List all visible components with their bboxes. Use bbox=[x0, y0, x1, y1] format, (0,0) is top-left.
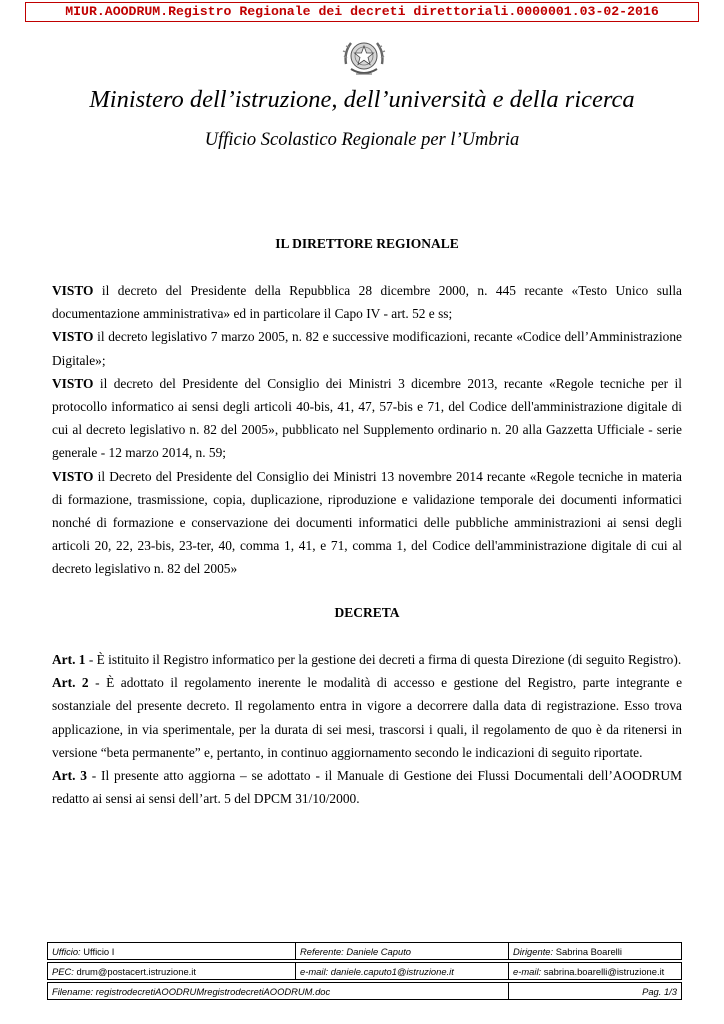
articles-section bbox=[52, 648, 682, 810]
footer-row bbox=[48, 963, 682, 980]
article-text: - È adottato il regolamento inerente le modalità di accesso e gestione del Registro, parte integrante e sostanziale del presente decreto. Il regolamento entra in vigore a decorrere dalla data di registrazione. Esso trova applicazione, in via sperimentale, per la durata di sei mesi, trascorsi i quali, il regolamento de quo è da ritenersi in versione “beta permanente” e, pertanto, in continuo aggiornamento secondo le indicazioni di seguito riportate. bbox=[52, 675, 683, 760]
footer-table bbox=[47, 942, 682, 1000]
pec-label: PEC: bbox=[52, 965, 74, 977]
footer-dirigente bbox=[509, 943, 682, 960]
ministry-title: Ministero dell’istruzione, dell’università e della ricerca bbox=[89, 86, 635, 113]
article-2 bbox=[52, 671, 682, 764]
office-title: Ufficio Scolastico Regionale per l’Umbria bbox=[204, 130, 520, 150]
footer-ufficio bbox=[48, 943, 296, 960]
decreta-heading: DECRETA bbox=[334, 605, 400, 620]
article-text: - È istituito il Registro informatico per la gestione dei decreti a firma di questa Direzione (di seguito Registro). bbox=[85, 652, 682, 667]
article-text: - Il presente atto aggiorna – se adottato - il Manuale di Gestione dei Flussi Documentali dell’AOODRUM redatto ai sensi ai sensi dell’art. 5 del DPCM 31/10/2000. bbox=[52, 768, 682, 807]
recital-2 bbox=[52, 325, 682, 371]
recital-3 bbox=[52, 372, 682, 465]
recital-text: il decreto del Presidente della Repubblica 28 dicembre 2000, n. 445 recante «Testo Unico sulla documentazione amministrativa» ed in particolare il Capo IV - art. 52 e ss; bbox=[52, 283, 682, 322]
article-lead: Art. 3 bbox=[52, 768, 87, 784]
email-value: sabrina.boarelli@istruzione.it bbox=[541, 965, 665, 977]
recital-text: il Decreto del Presidente del Consiglio dei Ministri 13 novembre 2014 recante «Regole tecniche in materia di formazione, trasmissione, copia, duplicazione, riproduzione e validazione temporale dei documenti informatici nonché di formazione e conservazione dei documenti informatici delle pubbliche amministrazioni ai sensi degli articoli 20, 22, 23-bis, 23-ter, 40, comma 1, 41, e 71, comma 1, del Codice dell'amministrazione digitale di cui al decreto legislativo n. 82 del 2005» bbox=[52, 468, 682, 577]
article-1 bbox=[52, 648, 682, 671]
document-title: IL DIRETTORE REGIONALE bbox=[275, 236, 459, 251]
recital-4 bbox=[52, 465, 682, 581]
recital-text: il decreto legislativo 7 marzo 2005, n. 82 e successive modificazioni, recante «Codice dell’Amministrazione Digitale»; bbox=[52, 329, 682, 368]
footer-pec bbox=[48, 963, 296, 980]
article-lead: Art. 2 bbox=[52, 675, 89, 691]
recital-lead: VISTO bbox=[52, 468, 94, 484]
italian-republic-emblem-icon bbox=[342, 34, 386, 80]
footer-row bbox=[48, 943, 682, 960]
article-3 bbox=[52, 764, 682, 810]
recital-lead: VISTO bbox=[52, 375, 94, 391]
recital-1 bbox=[52, 279, 682, 325]
ufficio-label: Ufficio: bbox=[52, 945, 81, 957]
recital-lead: VISTO bbox=[52, 283, 94, 298]
dirigente-label: Dirigente: bbox=[513, 945, 554, 957]
ufficio-value: Ufficio I bbox=[80, 945, 115, 957]
footer-email-referente: e-mail: daniele.caputo1@istruzione.it bbox=[296, 963, 509, 980]
article-lead: Art. 1 bbox=[52, 652, 86, 667]
footer-filename: Filename: registrodecretiAOODRUMregistrodecretiAOODRUM.doc bbox=[48, 983, 509, 1000]
recital-text: il decreto del Presidente del Consiglio dei Ministri 3 dicembre 2013, recante «Regole tecniche per il protocollo informatico ai sensi degli articoli 40-bis, 41, 47, 57-bis e 71, del Codice dell'amministrazione digitale di cui al decreto legislativo n. 82 del 2005», pubblicato nel Supplemento ordinario n. 20 alla Gazzetta Ufficiale - serie generale - 12 marzo 2014, n. 59; bbox=[52, 375, 682, 461]
pec-value: drum@postacert.istruzione.it bbox=[73, 965, 196, 977]
footer-referente: Referente: Daniele Caputo bbox=[296, 943, 509, 960]
email-label: e-mail: bbox=[513, 965, 542, 977]
recital-lead: VISTO bbox=[52, 329, 94, 345]
protocol-stamp: MIUR.AOODRUM.Registro Regionale dei decreti direttoriali.0000001.03-02-2016 bbox=[25, 2, 699, 22]
recitals-section bbox=[52, 279, 682, 581]
footer-email-dirigente bbox=[509, 963, 682, 980]
dirigente-value: Sabrina Boarelli bbox=[553, 945, 622, 957]
footer-row bbox=[48, 983, 682, 1000]
footer-page-number: Pag. 1/3 bbox=[509, 983, 682, 1000]
